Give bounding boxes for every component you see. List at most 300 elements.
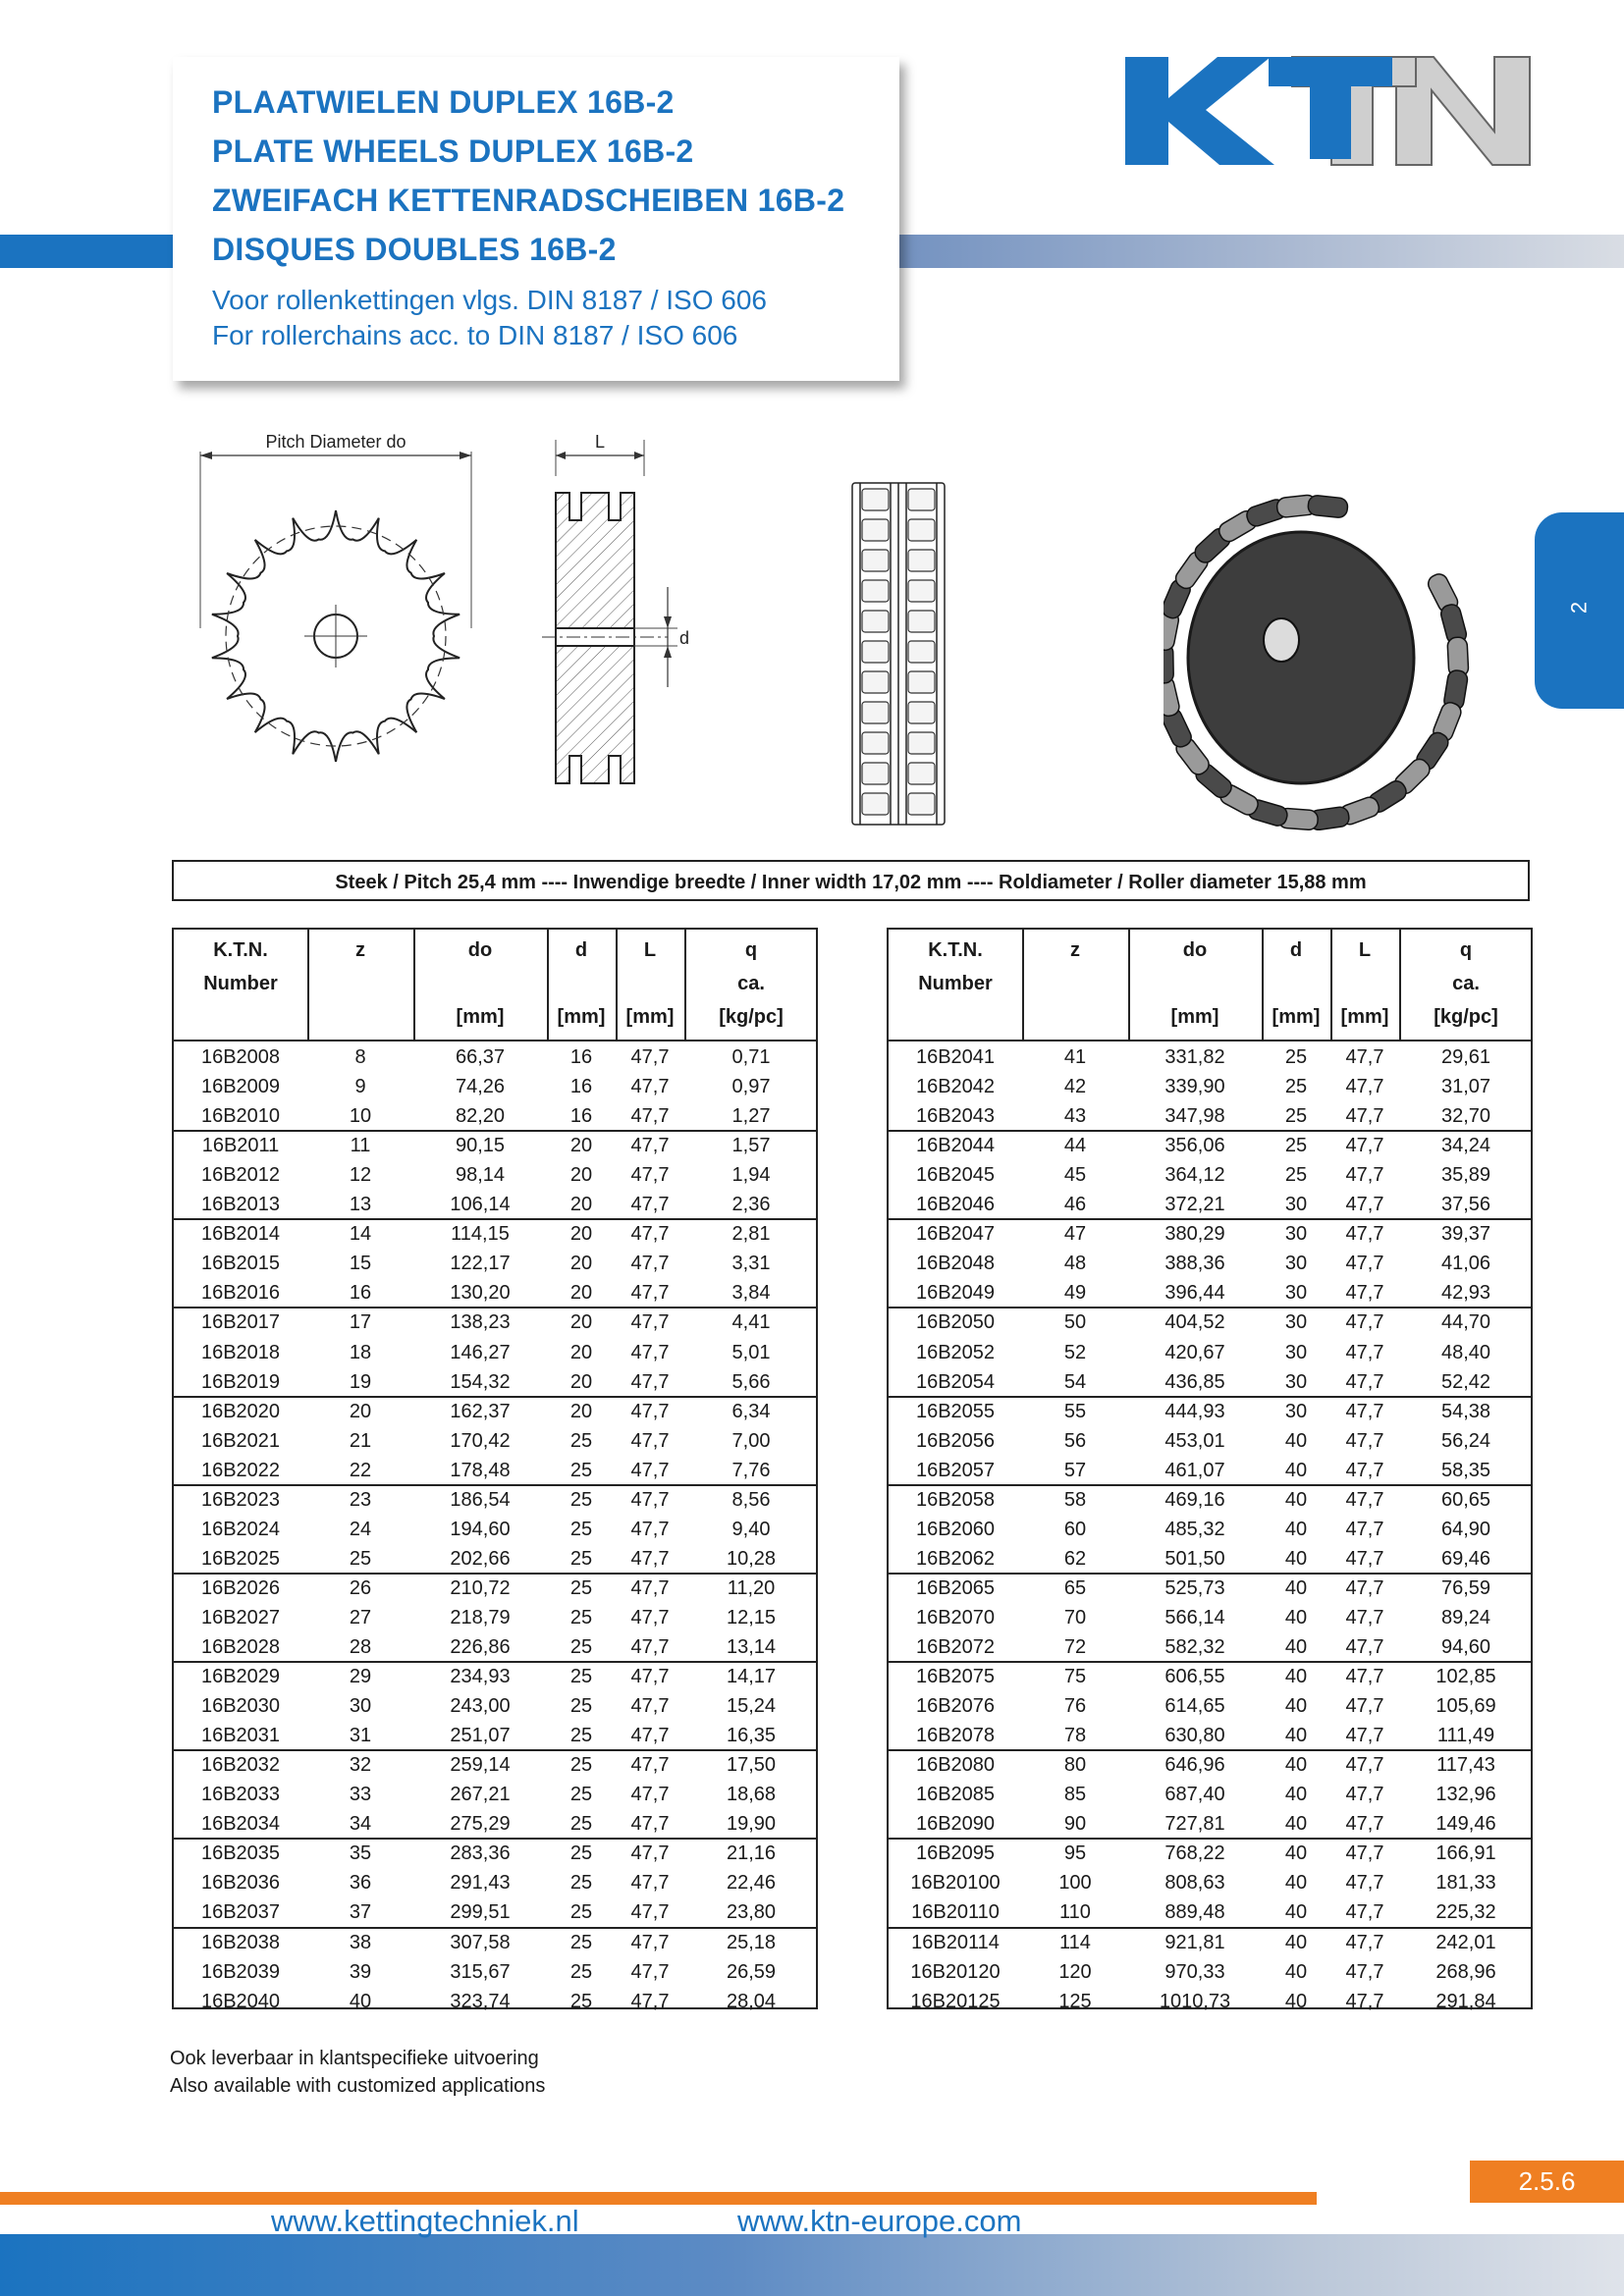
cell-z: 33 xyxy=(349,1784,372,1806)
cell-l: 47,7 xyxy=(1345,1105,1384,1128)
row-group-divider xyxy=(889,1927,1531,1929)
cell-d: 30 xyxy=(1284,1194,1308,1216)
row-group-divider xyxy=(889,1396,1531,1398)
cell-q: 22,46 xyxy=(726,1872,777,1895)
cell-z: 47 xyxy=(1063,1223,1087,1246)
cell-q: 94,60 xyxy=(1440,1636,1491,1658)
cell-q: 166,91 xyxy=(1435,1842,1496,1865)
cell-ktn: 16B2017 xyxy=(200,1311,281,1334)
table-row xyxy=(174,1457,816,1486)
row-group-divider xyxy=(174,1307,816,1308)
cell-q: 44,70 xyxy=(1440,1311,1491,1334)
cell-q: 3,31 xyxy=(731,1253,771,1275)
cell-ktn: 16B2090 xyxy=(915,1813,996,1836)
header-text: ca. xyxy=(1452,973,1480,994)
header-text: d xyxy=(574,939,588,961)
cell-do: 170,42 xyxy=(450,1429,511,1452)
cell-ktn: 16B2095 xyxy=(915,1842,996,1865)
cell-z: 52 xyxy=(1063,1341,1087,1363)
cell-ktn: 16B2021 xyxy=(200,1429,281,1452)
cell-ktn: 16B2062 xyxy=(915,1547,996,1570)
cell-d: 40 xyxy=(1284,1960,1308,1983)
table-row xyxy=(889,1339,1531,1368)
cell-q: 58,35 xyxy=(1440,1459,1491,1481)
header-cell-z xyxy=(1022,930,1128,1038)
table-row xyxy=(174,1516,816,1545)
table-row xyxy=(889,1279,1531,1308)
cell-z: 100 xyxy=(1058,1872,1092,1895)
cell-d: 25 xyxy=(569,1488,593,1511)
table-row xyxy=(889,1073,1531,1102)
cell-l: 47,7 xyxy=(630,1842,670,1865)
cell-z: 21 xyxy=(349,1429,372,1452)
table-row xyxy=(889,1633,1531,1663)
chain-front-view xyxy=(844,479,952,828)
footer-orange-line xyxy=(0,2192,1317,2205)
cell-do: 243,00 xyxy=(450,1695,511,1718)
cell-q: 10,28 xyxy=(726,1547,777,1570)
cell-do: 82,20 xyxy=(455,1105,506,1128)
website-link-nl[interactable]: www.kettingtechniek.nl xyxy=(271,2204,579,2238)
cell-d: 40 xyxy=(1284,1429,1308,1452)
header-text: [mm] xyxy=(557,1006,606,1028)
table-row xyxy=(174,1545,816,1575)
cell-do: 146,27 xyxy=(450,1341,511,1363)
cell-z: 78 xyxy=(1063,1725,1087,1747)
cell-q: 4,41 xyxy=(731,1311,771,1334)
cell-q: 0,97 xyxy=(731,1076,771,1098)
header-text: [mm] xyxy=(625,1006,675,1028)
cell-d: 25 xyxy=(569,1813,593,1836)
cell-l: 47,7 xyxy=(630,1518,670,1540)
cell-l: 47,7 xyxy=(1345,1784,1384,1806)
page-number: 2.5.6 xyxy=(1470,2161,1624,2203)
cell-ktn: 16B2040 xyxy=(200,1990,281,2012)
cell-do: 372,21 xyxy=(1164,1194,1225,1216)
cell-ktn: 16B2047 xyxy=(915,1223,996,1246)
cell-d: 25 xyxy=(569,1960,593,1983)
cell-d: 30 xyxy=(1284,1223,1308,1246)
cell-z: 49 xyxy=(1063,1282,1087,1305)
cell-do: 315,67 xyxy=(450,1960,511,1983)
bore-label: d xyxy=(679,628,690,648)
cell-q: 34,24 xyxy=(1440,1135,1491,1157)
cell-l: 47,7 xyxy=(630,1725,670,1747)
cell-z: 38 xyxy=(349,1931,372,1953)
ktn-logo xyxy=(1121,53,1534,169)
cell-do: 970,33 xyxy=(1164,1960,1225,1983)
cell-ktn: 16B2019 xyxy=(200,1370,281,1393)
cell-q: 225,32 xyxy=(1435,1901,1496,1924)
cell-z: 60 xyxy=(1063,1518,1087,1540)
table-row xyxy=(889,1102,1531,1132)
table-row xyxy=(889,1486,1531,1516)
cell-z: 27 xyxy=(349,1606,372,1629)
cell-do: 388,36 xyxy=(1164,1253,1225,1275)
row-group-divider xyxy=(174,1661,816,1663)
row-group-divider xyxy=(174,1749,816,1751)
cell-ktn: 16B2042 xyxy=(915,1076,996,1098)
cell-d: 40 xyxy=(1284,1518,1308,1540)
cell-ktn: 16B2009 xyxy=(200,1076,281,1098)
cell-do: 154,32 xyxy=(450,1370,511,1393)
cell-do: 453,01 xyxy=(1164,1429,1225,1452)
note-en: Also available with customized applications xyxy=(170,2075,546,2097)
cell-ktn: 16B2016 xyxy=(200,1282,281,1305)
cell-do: 299,51 xyxy=(450,1901,511,1924)
table-row xyxy=(174,1250,816,1279)
table-header xyxy=(174,930,816,1041)
cell-d: 25 xyxy=(569,1547,593,1570)
table-row xyxy=(889,1545,1531,1575)
table-row xyxy=(174,1663,816,1692)
header-text: [mm] xyxy=(1170,1006,1219,1028)
cell-l: 47,7 xyxy=(1345,1695,1384,1718)
cell-ktn: 16B2030 xyxy=(200,1695,281,1718)
cell-ktn: 16B2036 xyxy=(200,1872,281,1895)
header-cell-q xyxy=(684,930,818,1038)
table-row xyxy=(889,1869,1531,1898)
cell-l: 47,7 xyxy=(630,1459,670,1481)
cell-q: 117,43 xyxy=(1436,1754,1495,1777)
cell-q: 35,89 xyxy=(1440,1164,1491,1187)
header-text: d xyxy=(1289,939,1303,961)
cell-ktn: 16B2034 xyxy=(200,1813,281,1836)
cell-do: 66,37 xyxy=(455,1046,506,1068)
cell-q: 76,59 xyxy=(1440,1576,1491,1599)
cell-z: 35 xyxy=(349,1842,372,1865)
cell-z: 15 xyxy=(349,1253,372,1275)
table-row xyxy=(174,1161,816,1191)
cell-z: 55 xyxy=(1063,1400,1087,1422)
cell-q: 132,96 xyxy=(1435,1784,1496,1806)
cell-z: 25 xyxy=(349,1547,372,1570)
cell-q: 1,94 xyxy=(731,1164,771,1187)
header-text: Number xyxy=(918,973,993,994)
cell-d: 20 xyxy=(569,1370,593,1393)
cell-d: 25 xyxy=(569,1429,593,1452)
cell-l: 47,7 xyxy=(630,1253,670,1275)
cell-z: 39 xyxy=(349,1960,372,1983)
cell-l: 47,7 xyxy=(1345,1370,1384,1393)
chapter-tab-label: 2 xyxy=(1566,601,1592,614)
cell-do: 218,79 xyxy=(450,1606,511,1629)
title-line-nl: PLAATWIELEN DUPLEX 16B-2 xyxy=(212,84,675,120)
cell-do: 347,98 xyxy=(1164,1105,1225,1128)
table-row xyxy=(889,1958,1531,1988)
cell-d: 20 xyxy=(569,1341,593,1363)
row-group-divider xyxy=(174,1838,816,1840)
table-row xyxy=(889,1457,1531,1486)
cell-l: 47,7 xyxy=(630,1105,670,1128)
cell-l: 47,7 xyxy=(1345,1931,1384,1953)
table-row xyxy=(174,1398,816,1427)
cell-q: 31,07 xyxy=(1440,1076,1491,1098)
table-row xyxy=(889,1604,1531,1633)
cell-do: 331,82 xyxy=(1164,1046,1225,1068)
cell-do: 291,43 xyxy=(450,1872,511,1895)
cell-ktn: 16B2072 xyxy=(915,1636,996,1658)
cell-q: 12,15 xyxy=(726,1606,777,1629)
table-row xyxy=(889,1308,1531,1338)
cell-l: 47,7 xyxy=(630,1488,670,1511)
table-row xyxy=(889,1161,1531,1191)
cell-l: 47,7 xyxy=(1345,1518,1384,1540)
cell-d: 25 xyxy=(569,1990,593,2012)
header-cell-d xyxy=(547,930,616,1038)
cell-ktn: 16B2057 xyxy=(915,1459,996,1481)
cell-do: 90,15 xyxy=(455,1135,506,1157)
cell-l: 47,7 xyxy=(630,1695,670,1718)
cell-l: 47,7 xyxy=(630,1341,670,1363)
cell-do: 122,17 xyxy=(450,1253,511,1275)
cell-d: 30 xyxy=(1284,1341,1308,1363)
cell-d: 16 xyxy=(569,1105,593,1128)
cell-z: 19 xyxy=(349,1370,372,1393)
cell-do: 186,54 xyxy=(450,1488,511,1511)
header-cell-do xyxy=(413,930,547,1038)
cell-do: 98,14 xyxy=(455,1164,506,1187)
cell-l: 47,7 xyxy=(630,1076,670,1098)
cell-do: 727,81 xyxy=(1164,1813,1225,1836)
cell-l: 47,7 xyxy=(630,1990,670,2012)
cell-l: 47,7 xyxy=(630,1400,670,1422)
table-row xyxy=(889,1898,1531,1928)
table-header-divider xyxy=(1262,930,1264,1040)
header-text: K.T.N. xyxy=(928,939,983,961)
cell-do: 194,60 xyxy=(450,1518,511,1540)
cell-d: 40 xyxy=(1284,1695,1308,1718)
cell-ktn: 16B2044 xyxy=(915,1135,996,1157)
cell-d: 25 xyxy=(1284,1164,1308,1187)
table-row xyxy=(174,1132,816,1161)
header-text: z xyxy=(355,939,365,961)
cell-ktn: 16B2054 xyxy=(915,1370,996,1393)
cell-q: 16,35 xyxy=(726,1725,777,1747)
cell-do: 1010,73 xyxy=(1159,1990,1231,2012)
cell-ktn: 16B2026 xyxy=(200,1576,281,1599)
cell-d: 25 xyxy=(569,1518,593,1540)
table-row xyxy=(889,1220,1531,1250)
cell-d: 40 xyxy=(1284,1754,1308,1777)
cell-d: 40 xyxy=(1284,1872,1308,1895)
cell-ktn: 16B2013 xyxy=(200,1194,281,1216)
cell-d: 25 xyxy=(569,1606,593,1629)
cell-q: 15,24 xyxy=(726,1695,777,1718)
cell-z: 30 xyxy=(349,1695,372,1718)
table-row xyxy=(889,1427,1531,1457)
cell-d: 25 xyxy=(569,1931,593,1953)
cell-q: 23,80 xyxy=(726,1901,777,1924)
cell-q: 37,56 xyxy=(1440,1194,1491,1216)
cell-d: 20 xyxy=(569,1253,593,1275)
title-card xyxy=(173,57,899,381)
cell-d: 40 xyxy=(1284,1931,1308,1953)
title-line-fr: DISQUES DOUBLES 16B-2 xyxy=(212,232,617,267)
cell-q: 48,40 xyxy=(1440,1341,1491,1363)
cell-z: 46 xyxy=(1063,1194,1087,1216)
cell-z: 37 xyxy=(349,1901,372,1924)
cell-ktn: 16B2043 xyxy=(915,1105,996,1128)
cell-q: 41,06 xyxy=(1440,1253,1491,1275)
table-row xyxy=(174,1633,816,1663)
cell-l: 47,7 xyxy=(630,1194,670,1216)
cell-do: 566,14 xyxy=(1164,1606,1225,1629)
header-text: ca. xyxy=(737,973,765,994)
cell-z: 26 xyxy=(349,1576,372,1599)
cell-z: 13 xyxy=(349,1194,372,1216)
cell-q: 7,00 xyxy=(731,1429,771,1452)
cell-l: 47,7 xyxy=(630,1931,670,1953)
cell-d: 25 xyxy=(569,1459,593,1481)
cell-q: 54,38 xyxy=(1440,1400,1491,1422)
header-text: L xyxy=(1358,939,1372,961)
cell-d: 25 xyxy=(569,1576,593,1599)
cell-d: 40 xyxy=(1284,1636,1308,1658)
cell-z: 90 xyxy=(1063,1813,1087,1836)
cell-ktn: 16B2012 xyxy=(200,1164,281,1187)
table-row xyxy=(174,1220,816,1250)
table-row xyxy=(889,1722,1531,1751)
cell-d: 30 xyxy=(1284,1400,1308,1422)
cell-q: 11,20 xyxy=(727,1576,776,1599)
cell-l: 47,7 xyxy=(1345,1990,1384,2012)
cell-l: 47,7 xyxy=(1345,1429,1384,1452)
header-cell-d xyxy=(1262,930,1330,1038)
cell-q: 18,68 xyxy=(726,1784,777,1806)
cell-q: 56,24 xyxy=(1440,1429,1491,1452)
cell-ktn: 16B2055 xyxy=(915,1400,996,1422)
cell-do: 808,63 xyxy=(1164,1872,1225,1895)
cell-z: 23 xyxy=(349,1488,372,1511)
header-text: z xyxy=(1070,939,1080,961)
cell-ktn: 16B2076 xyxy=(915,1695,996,1718)
cell-ktn: 16B2015 xyxy=(200,1253,281,1275)
cell-ktn: 16B2070 xyxy=(915,1606,996,1629)
cell-d: 30 xyxy=(1284,1253,1308,1275)
cell-d: 40 xyxy=(1284,1725,1308,1747)
chapter-tab xyxy=(1535,512,1624,709)
table-row xyxy=(889,1250,1531,1279)
cell-do: 436,85 xyxy=(1164,1370,1225,1393)
cell-z: 8 xyxy=(354,1046,366,1068)
cell-q: 89,24 xyxy=(1440,1606,1491,1629)
cell-ktn: 16B2018 xyxy=(200,1341,281,1363)
cell-q: 0,71 xyxy=(731,1046,771,1068)
cell-ktn: 16B2060 xyxy=(915,1518,996,1540)
cell-z: 24 xyxy=(349,1518,372,1540)
cell-do: 275,29 xyxy=(450,1813,511,1836)
cell-d: 25 xyxy=(569,1636,593,1658)
cell-l: 47,7 xyxy=(630,1872,670,1895)
cell-d: 40 xyxy=(1284,1784,1308,1806)
cell-do: 768,22 xyxy=(1164,1842,1225,1865)
cell-d: 25 xyxy=(569,1666,593,1688)
cell-ktn: 16B2078 xyxy=(915,1725,996,1747)
cell-d: 20 xyxy=(569,1311,593,1334)
cell-l: 47,7 xyxy=(630,1636,670,1658)
cell-do: 921,81 xyxy=(1164,1931,1225,1953)
cell-z: 32 xyxy=(349,1754,372,1777)
row-group-divider xyxy=(889,1661,1531,1663)
cell-q: 9,40 xyxy=(731,1518,771,1540)
header-cell-q xyxy=(1399,930,1533,1038)
cell-ktn: 16B2023 xyxy=(200,1488,281,1511)
table-header-divider xyxy=(1022,930,1024,1040)
cell-ktn: 16B2032 xyxy=(200,1754,281,1777)
cell-ktn: 16B2031 xyxy=(200,1725,281,1747)
cell-l: 47,7 xyxy=(630,1606,670,1629)
cell-z: 114 xyxy=(1059,1931,1091,1953)
cell-d: 25 xyxy=(569,1872,593,1895)
cell-ktn: 16B2075 xyxy=(915,1666,996,1688)
cell-do: 687,40 xyxy=(1164,1784,1225,1806)
cell-z: 42 xyxy=(1063,1076,1087,1098)
note-nl: Ook leverbaar in klantspecifieke uitvoering xyxy=(170,2048,539,2069)
cell-do: 307,58 xyxy=(450,1931,511,1953)
cell-do: 630,80 xyxy=(1164,1725,1225,1747)
cell-q: 42,93 xyxy=(1440,1282,1491,1305)
table-header-divider xyxy=(1399,930,1401,1040)
cell-do: 404,52 xyxy=(1164,1311,1225,1334)
cell-q: 52,42 xyxy=(1440,1370,1491,1393)
cell-z: 48 xyxy=(1063,1253,1087,1275)
cell-q: 181,33 xyxy=(1435,1872,1496,1895)
cell-q: 242,01 xyxy=(1435,1931,1496,1953)
cell-ktn: 16B2050 xyxy=(915,1311,996,1334)
cell-ktn: 16B2014 xyxy=(200,1223,281,1246)
cell-d: 40 xyxy=(1284,1901,1308,1924)
cell-do: 202,66 xyxy=(450,1547,511,1570)
table-row xyxy=(174,1043,816,1073)
cell-z: 76 xyxy=(1063,1695,1087,1718)
cell-d: 25 xyxy=(1284,1135,1308,1157)
cell-ktn: 16B2035 xyxy=(200,1842,281,1865)
table-row xyxy=(889,1988,1531,2017)
cell-ktn: 16B2037 xyxy=(200,1901,281,1924)
cell-q: 8,56 xyxy=(731,1488,771,1511)
table-row xyxy=(174,1604,816,1633)
cell-q: 1,57 xyxy=(731,1135,771,1157)
website-link-eu[interactable]: www.ktn-europe.com xyxy=(737,2204,1022,2238)
cell-d: 25 xyxy=(1284,1046,1308,1068)
cell-d: 40 xyxy=(1284,1666,1308,1688)
cell-do: 178,48 xyxy=(450,1459,511,1481)
cell-ktn: 16B2022 xyxy=(200,1459,281,1481)
cell-q: 149,46 xyxy=(1435,1813,1496,1836)
table-header-divider xyxy=(616,930,618,1040)
cell-do: 114,15 xyxy=(451,1223,510,1246)
cell-do: 226,86 xyxy=(450,1636,511,1658)
cell-z: 16 xyxy=(349,1282,372,1305)
header-text: [mm] xyxy=(1340,1006,1389,1028)
cell-do: 614,65 xyxy=(1164,1695,1225,1718)
table-header-divider xyxy=(413,930,415,1040)
cell-l: 47,7 xyxy=(630,1576,670,1599)
cell-l: 47,7 xyxy=(1345,1223,1384,1246)
cell-z: 12 xyxy=(349,1164,372,1187)
cell-z: 14 xyxy=(349,1223,372,1246)
header-cell-ktn xyxy=(174,930,307,1038)
cell-do: 106,14 xyxy=(450,1194,511,1216)
cell-l: 47,7 xyxy=(1345,1194,1384,1216)
cell-l: 47,7 xyxy=(630,1046,670,1068)
cell-q: 268,96 xyxy=(1435,1960,1496,1983)
table-row xyxy=(174,1339,816,1368)
cell-ktn: 16B2028 xyxy=(200,1636,281,1658)
cell-z: 44 xyxy=(1063,1135,1087,1157)
cell-l: 47,7 xyxy=(1345,1253,1384,1275)
